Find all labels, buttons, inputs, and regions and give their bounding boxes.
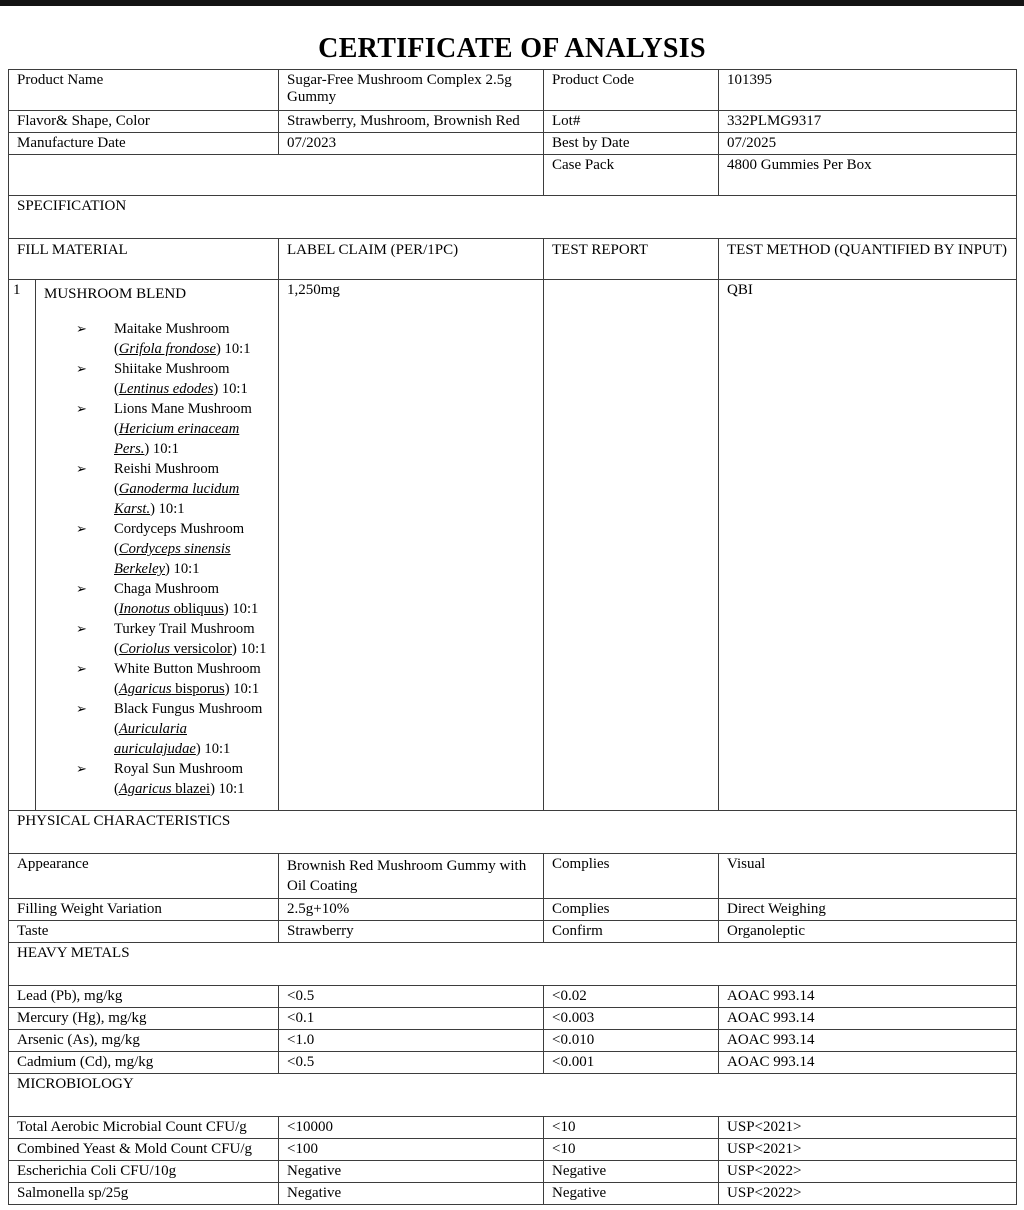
mushroom-item: ➢ Black Fungus Mushroom (Auricularia auriculajudae) 10:1 (76, 701, 263, 757)
column-header-test-report: TEST REPORT (544, 239, 719, 280)
claim-cell: <100 (279, 1139, 544, 1161)
report-cell: <10 (544, 1139, 719, 1161)
best-by-date-label: Best by Date (544, 133, 719, 155)
mushroom-item: ➢ Lions Mane Mushroom (Hericium erinaceam Pers.) 10:1 (76, 401, 252, 457)
analyte-name: Arsenic (As), mg/kg (9, 1030, 279, 1052)
report-cell: <0.02 (544, 986, 719, 1008)
claim-cell: <0.1 (279, 1008, 544, 1030)
claim-cell: <0.5 (279, 1052, 544, 1074)
latin-name: Agaricus (118, 781, 172, 797)
table-row (9, 854, 1017, 899)
report-cell: Negative (544, 1183, 719, 1205)
latin-name: Ganoderma lucidum Karst. (114, 481, 240, 517)
section-microbiology: MICROBIOLOGY (9, 1074, 1017, 1117)
lot-number-value: 332PLMG9317 (719, 111, 1017, 133)
table-row (9, 1161, 1017, 1183)
arrowhead-bullet-icon: ➢ (76, 521, 87, 536)
table-row (9, 1139, 1017, 1161)
latin-name: bisporus (171, 681, 225, 697)
method-cell: USP<2021> (719, 1117, 1017, 1139)
test-method-value: QBI (719, 280, 1017, 811)
scan-top-rule (0, 0, 1024, 6)
table-row (9, 986, 1017, 1008)
mushroom-item: ➢ Royal Sun Mushroom (Agaricus blazei) 10:1 (76, 761, 245, 797)
analyte-name: Mercury (Hg), mg/kg (9, 1008, 279, 1030)
method-cell: AOAC 993.14 (719, 1030, 1017, 1052)
section-heavy-metals: HEAVY METALS (9, 943, 1017, 986)
analyte-name: Filling Weight Variation (9, 899, 279, 921)
page-title: CERTIFICATE OF ANALYSIS (318, 33, 706, 64)
report-cell: Negative (544, 1161, 719, 1183)
table-row (9, 239, 1017, 280)
claim-cell: <1.0 (279, 1030, 544, 1052)
certificate-table (8, 69, 1017, 1205)
claim-cell: Negative (279, 1183, 544, 1205)
arrowhead-bullet-icon: ➢ (76, 461, 87, 476)
arrowhead-bullet-icon: ➢ (76, 321, 87, 336)
latin-name: Agaricus (118, 681, 172, 697)
mushroom-list (44, 319, 270, 799)
latin-name: Hericium erinaceam Pers. (114, 421, 240, 457)
table-row (9, 155, 1017, 196)
claim-cell: 2.5g+10% (279, 899, 544, 921)
column-header-test-method: TEST METHOD (QUANTIFIED BY INPUT) (719, 239, 1017, 280)
report-cell: Complies (544, 899, 719, 921)
mushroom-blend-cell (36, 280, 279, 811)
row-number: 1 (9, 280, 36, 811)
analyte-name: Lead (Pb), mg/kg (9, 986, 279, 1008)
method-cell: USP<2022> (719, 1183, 1017, 1205)
report-cell: <0.003 (544, 1008, 719, 1030)
table-row (9, 1183, 1017, 1205)
arrowhead-bullet-icon: ➢ (76, 661, 87, 676)
claim-cell: Negative (279, 1161, 544, 1183)
table-row (9, 899, 1017, 921)
method-cell: AOAC 993.14 (719, 1008, 1017, 1030)
method-cell: USP<2022> (719, 1161, 1017, 1183)
table-row (9, 196, 1017, 239)
table-row (9, 921, 1017, 943)
claim-cell: Strawberry (279, 921, 544, 943)
latin-name: Inonotus (118, 601, 170, 617)
table-row (9, 280, 1017, 811)
latin-name: obliquus (169, 601, 224, 617)
report-cell: <0.001 (544, 1052, 719, 1074)
analyte-name: Escherichia Coli CFU/10g (9, 1161, 279, 1183)
method-cell: USP<2021> (719, 1139, 1017, 1161)
table-row (9, 1052, 1017, 1074)
analyte-name: Total Aerobic Microbial Count CFU/g (9, 1117, 279, 1139)
analyte-name: Taste (9, 921, 279, 943)
blend-title: MUSHROOM BLEND (44, 286, 187, 302)
mushroom-item: ➢ Cordyceps Mushroom (Cordyceps sinensis Berkeley) 10:1 (76, 521, 245, 577)
section-physical-characteristics: PHYSICAL CHARACTERISTICS (9, 811, 1017, 854)
manufacture-date-value: 07/2023 (279, 133, 544, 155)
arrowhead-bullet-icon: ➢ (76, 401, 87, 416)
mushroom-item: ➢ Turkey Trail Mushroom (Coriolus versicolor) 10:1 (76, 621, 267, 657)
analyte-name: Salmonella sp/25g (9, 1183, 279, 1205)
arrowhead-bullet-icon: ➢ (76, 701, 87, 716)
case-pack-label: Case Pack (544, 155, 719, 196)
case-pack-value: 4800 Gummies Per Box (719, 155, 1017, 196)
claim-cell: Brownish Red Mushroom Gummy with Oil Coating (279, 854, 544, 899)
arrowhead-bullet-icon: ➢ (76, 361, 87, 376)
report-cell: Complies (544, 854, 719, 899)
flavor-shape-color-value: Strawberry, Mushroom, Brownish Red (279, 111, 544, 133)
arrowhead-bullet-icon: ➢ (76, 581, 87, 596)
table-row (9, 70, 1017, 111)
latin-name: Grifola frondose (118, 341, 217, 357)
table-row (9, 1117, 1017, 1139)
table-row (9, 111, 1017, 133)
mushroom-item: ➢ White Button Mushroom (Agaricus bisporus) 10:1 (76, 661, 261, 697)
report-cell: Confirm (544, 921, 719, 943)
latin-name: Coriolus (118, 641, 170, 657)
lot-number-label: Lot# (544, 111, 719, 133)
method-cell: Visual (719, 854, 1017, 899)
method-cell: Organoleptic (719, 921, 1017, 943)
latin-name: blazei (171, 781, 211, 797)
latin-name: Cordyceps sinensis Berkeley (114, 541, 231, 577)
column-header-fill-material: FILL MATERIAL (9, 239, 279, 280)
label-claim-value: 1,250mg (279, 280, 544, 811)
manufacture-date-label: Manufacture Date (9, 133, 279, 155)
best-by-date-value: 07/2025 (719, 133, 1017, 155)
product-code-label: Product Code (544, 70, 719, 111)
section-specification: SPECIFICATION (9, 196, 1017, 239)
product-code-value: 101395 (719, 70, 1017, 111)
table-row (9, 811, 1017, 854)
mushroom-item: ➢ Reishi Mushroom (Ganoderma lucidum Karst.) 10:1 (76, 461, 240, 517)
claim-cell: <0.5 (279, 986, 544, 1008)
test-report-value (544, 280, 719, 811)
analyte-name: Appearance (9, 854, 279, 899)
mushroom-item: ➢ Shiitake Mushroom (Lentinus edodes) 10:1 (76, 361, 248, 397)
analyte-name: Cadmium (Cd), mg/kg (9, 1052, 279, 1074)
latin-name: Auricularia auriculajudae (114, 721, 196, 757)
table-row (9, 943, 1017, 986)
analyte-name: Combined Yeast & Mold Count CFU/g (9, 1139, 279, 1161)
flavor-shape-color-label: Flavor& Shape, Color (9, 111, 279, 133)
product-name-value: Sugar-Free Mushroom Complex 2.5g Gummy (279, 70, 544, 111)
latin-name: versicolor (169, 641, 232, 657)
mushroom-item: ➢ Maitake Mushroom (Grifola frondose) 10:1 (76, 321, 251, 357)
empty-cell (9, 155, 544, 196)
table-row (9, 1074, 1017, 1117)
method-cell: Direct Weighing (719, 899, 1017, 921)
method-cell: AOAC 993.14 (719, 1052, 1017, 1074)
mushroom-item: ➢ Chaga Mushroom (Inonotus obliquus) 10:1 (76, 581, 259, 617)
arrowhead-bullet-icon: ➢ (76, 621, 87, 636)
arrowhead-bullet-icon: ➢ (76, 761, 87, 776)
column-header-label-claim: LABEL CLAIM (PER/1PC) (279, 239, 544, 280)
product-name-label: Product Name (9, 70, 279, 111)
report-cell: <0.010 (544, 1030, 719, 1052)
claim-cell: <10000 (279, 1117, 544, 1139)
table-row (9, 133, 1017, 155)
latin-name: Lentinus edodes (118, 381, 214, 397)
method-cell: AOAC 993.14 (719, 986, 1017, 1008)
table-row (9, 1008, 1017, 1030)
report-cell: <10 (544, 1117, 719, 1139)
table-row (9, 1030, 1017, 1052)
